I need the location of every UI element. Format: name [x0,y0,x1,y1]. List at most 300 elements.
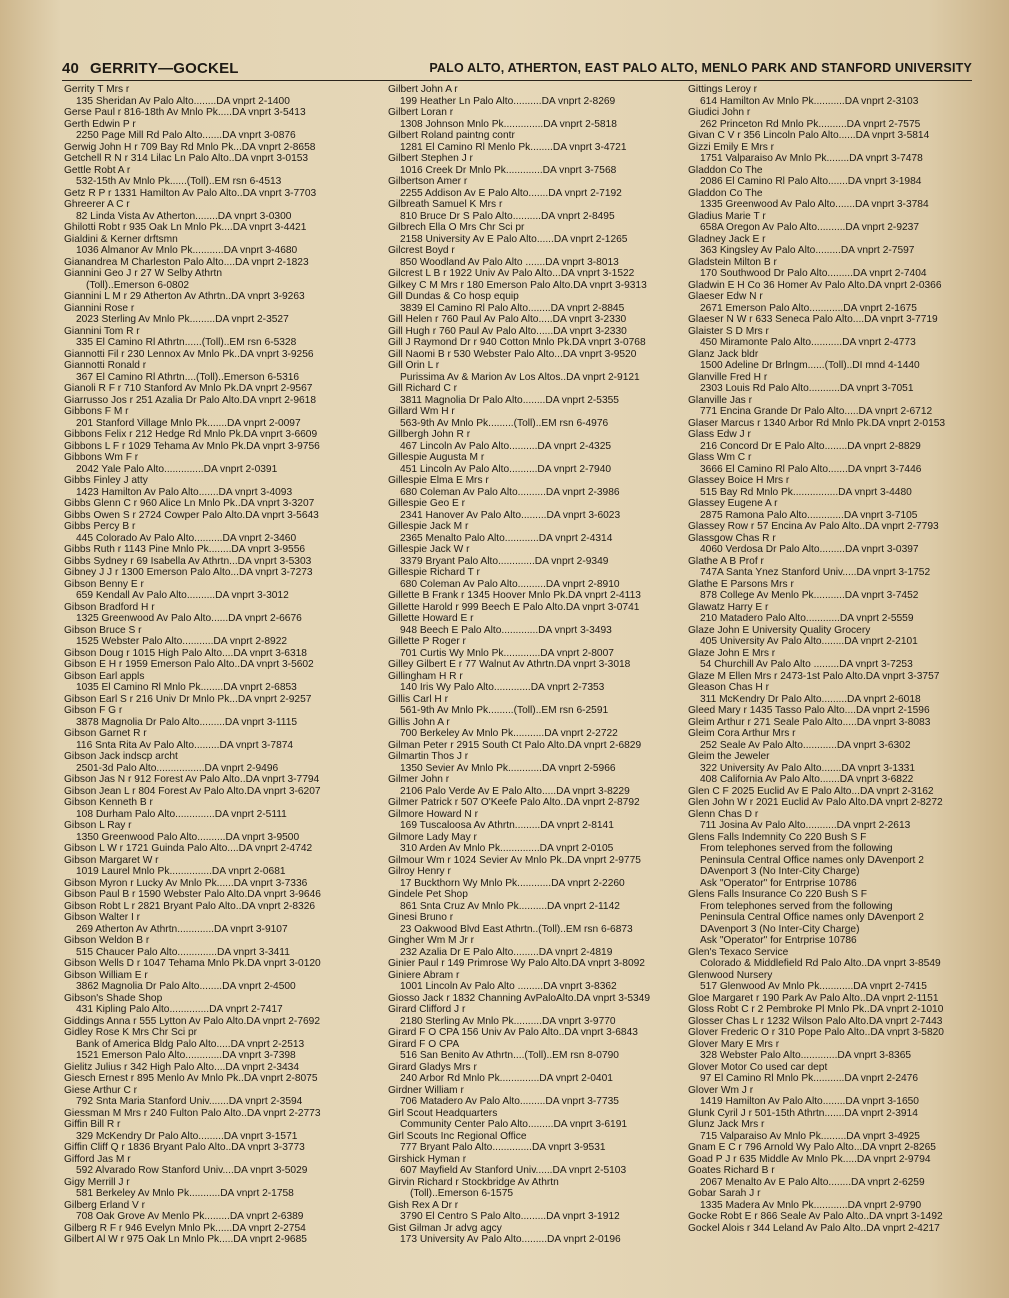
listing-name-line: Glenn Chas D r [688,808,759,820]
listing-name-line: Giarrusso Jos r 251 Azalia Dr Palo Alto.DA vnprt 2-9618 [64,394,316,406]
listing-detail-line: 2671 Emerson Palo Alto............DA vnprt 2-1675 [700,302,917,314]
listing-name-line: Girl Scout Headquarters [388,1107,498,1119]
listing-name-line: Giffin Cliff Q r 1836 Bryant Palo Alto..DA vnprt 3-3773 [64,1142,305,1153]
listing-detail-line: 1350 Greenwood Palo Alto..........DA vnprt 3-9500 [76,831,300,843]
listing-name-line: Ghreerer A C r [64,199,130,210]
listing-name-line: Girl Scouts Inc Regional Office [388,1130,527,1142]
listing-detail-line: 878 College Av Menlo Pk...........DA vnprt 3-7452 [700,590,919,601]
listing-detail-line: 1419 Hamilton Av Palo Alto........DA vnprt 3-1650 [700,1096,919,1107]
listing-detail-line: 607 Mayfield Av Stanford Univ......DA vnprt 2-5103 [400,1165,627,1176]
listing-detail-line: 561-9th Av Mnlo Pk.........(Toll)..EM rsn 6-2591 [400,705,609,716]
listing-name-line: Gibbons Felix r 212 Hedge Rd Mnlo Pk.DA vnprt 3-6609 [64,429,318,440]
listing-name-line: Gilberg R F r 946 Evelyn Mnlo Pk......DA vnprt 2-2754 [64,1222,306,1234]
listing-name-line: Girard F O CPA [388,1038,460,1050]
listing-detail-line: 269 Atherton Av Athrtn.............DA vnprt 3-9107 [76,923,288,935]
listing-name-line: Gillespie Jack M r [388,521,469,532]
listing-name-line: Glover Frederic O r 310 Pope Palo Alto..DA vnprt 3-5820 [688,1027,944,1038]
listing-detail-line: 701 Curtis Wy Mnlo Pk.............DA vnprt 2-8007 [400,647,614,659]
listing-detail-line: 467 Lincoln Av Palo Alto..........DA vnprt 2-4325 [400,440,612,452]
listing-name-line: Gibson Robt L r 2821 Bryant Palo Alto..DA vnprt 2-8326 [64,900,316,912]
listing-detail-line: 706 Matadero Av Palo Alto.........DA vnprt 3-7735 [400,1096,619,1107]
listing-detail-line: 329 McKendry Dr Palo Alto.........DA vnprt 3-1571 [76,1130,298,1142]
listing-name-line: Gilmore Lady May r [388,831,477,843]
listing-detail-line: 850 Woodland Av Palo Alto .......DA vnprt 3-8013 [400,256,619,268]
listing-name-line: Gibson Weldon B r [64,935,150,946]
listing-detail-line: 581 Berkeley Av Mnlo Pk...........DA vnprt 2-1758 [76,1188,294,1199]
listing-name-line: Glens Falls Indemnity Co 220 Bush S F [688,831,867,843]
listing-name-line: Gocke Robt E r 866 Seale Av Palo Alto..DA vnprt 3-1492 [688,1211,943,1222]
listing-detail-line: 3666 El Camino Rl Palo Alto.......DA vnprt 3-7446 [700,463,922,475]
listing-name-line: Gladdon Co The [688,164,763,176]
listing-detail-line: 17 Buckthorn Wy Mnlo Pk............DA vnprt 2-2260 [400,877,625,889]
listing-detail-line: 1016 Creek Dr Mnlo Pk.............DA vnprt 3-7568 [400,164,617,176]
listing-name-line: Gibbs Ruth r 1143 Pine Mnlo Pk........DA vnprt 3-9556 [64,544,306,555]
listing-name-line: Giannini L M r 29 Atherton Av Athrtn..DA vnprt 3-9263 [64,291,305,302]
listing-name-line: Gill Dundas & Co hosp equip [388,291,519,302]
header-name-range: GERRITY—GOCKEL [90,60,239,77]
listing-name-line: Gilbert Roland paintng contr [388,130,515,141]
listing-name-line: Gillespie Richard T r [388,567,480,578]
listing-detail-line: 700 Berkeley Av Mnlo Pk...........DA vnprt 2-2722 [400,728,618,739]
listing-detail-line: 116 Snta Rita Av Palo Alto.........DA vnprt 3-7874 [76,739,294,751]
listing-name-line: Gill Orin L r [388,360,440,371]
listing-name-line: Gibbons L F r 1029 Tehama Av Mnlo Pk.DA vnprt 3-9756 [64,440,320,452]
listing-name-line: Gobar Sarah J r [688,1188,761,1199]
listing-detail-line: 201 Stanford Village Mnlo Pk.......DA vnprt 2-0097 [76,417,301,429]
listing-detail-line: 216 Concord Dr E Palo Alto........DA vnprt 2-8829 [700,440,921,452]
listing-name-line: Glen C F 2025 Euclid Av E Palo Alto...DA vnprt 2-3162 [688,785,934,797]
listing-name-line: Gilbert Loran r [388,107,454,118]
listing-name-line: Gerrity T Mrs r [64,84,130,95]
listing-name-line: Gilkey C M Mrs r 180 Emerson Palo Alto.DA vnprt 3-9313 [388,279,647,291]
listing-name-line: Gillard Wm H r [388,406,455,417]
listing-name-line: Glunk Cyril J r 501-15th Athrtn.......DA vnprt 2-3914 [688,1107,918,1119]
listing-name-line: Gilley Gilbert E r 77 Walnut Av Athrtn.DA vnprt 3-3018 [388,659,631,670]
listing-name-line: Glass Wm C r [688,452,752,463]
listing-name-line: Giddings Anna r 555 Lytton Av Palo Alto.DA vnprt 2-7692 [64,1015,320,1027]
listing-name-line: Glaeser N W r 633 Seneca Palo Alto....DA vnprt 3-7719 [688,314,938,325]
listing-name-line: Gibson L W r 1721 Guinda Palo Alto....DA vnprt 2-4742 [64,843,313,854]
listing-name-line: Gilbert Stephen J r [388,153,473,164]
listing-name-line: Giesch Ernest r 895 Menlo Av Mnlo Pk..DA vnprt 2-8075 [64,1073,318,1084]
header-region: PALO ALTO, ATHERTON, EAST PALO ALTO, MENLO PARK AND STANFORD UNIVERSITY [429,61,972,75]
listing-detail-line: 708 Oak Grove Av Menlo Pk.........DA vnprt 2-6389 [76,1211,304,1222]
listing-name-line: Glover Wm J r [688,1084,754,1096]
listing-name-line: Getchell R N r 314 Lilac Ln Palo Alto..DA vnprt 3-0153 [64,153,309,164]
listing-name-line: Giosso Jack r 1832 Channing AvPaloAlto.DA vnprt 3-5349 [388,992,651,1004]
listing-detail-line: 810 Bruce Dr S Palo Alto..........DA vnprt 2-8495 [400,210,615,222]
listing-detail-line: 563-9th Av Mnlo Pk.........(Toll)..EM rsn 6-4976 [400,417,609,429]
listing-name-line: Gloss Robt C r 2 Pembroke Pl Mnlo Pk..DA vnprt 2-1010 [688,1004,944,1015]
listing-name-line: Giannini Tom R r [64,325,140,337]
listing-name-line: Glaeser Edw N r [688,291,763,302]
listing-name-line: Girvin Richard r Stockbridge Av Athrtn [388,1176,559,1188]
listing-name-line: Gilbert John A r [388,84,458,95]
listing-name-line: Gibbs Finley J atty [64,475,148,486]
listing-name-line: Goad P J r 635 Middle Av Mnlo Pk.....DA vnprt 2-9794 [688,1153,931,1165]
listing-detail-line: 262 Princeton Rd Mnlo Pk..........DA vnprt 2-7575 [700,118,921,130]
listing-detail-line: Community Center Palo Alto.........DA vnprt 3-6191 [400,1119,628,1130]
listing-detail-line: 1521 Emerson Palo Alto.............DA vnprt 3-7398 [76,1050,296,1061]
listing-detail-line: 3379 Bryant Palo Alto.............DA vnprt 2-9349 [400,555,609,567]
listing-detail-line: 1308 Johnson Mnlo Pk..............DA vnprt 2-5818 [400,118,617,130]
listing-name-line: Glaze M Ellen Mrs r 2473-1st Palo Alto.DA vnprt 3-3757 [688,670,940,682]
listing-detail-line: 1035 El Camino Rl Mnlo Pk........DA vnprt 2-6853 [76,682,297,693]
listing-name-line: Gianoli R F r 710 Stanford Av Mnlo Pk.DA vnprt 2-9567 [64,383,313,394]
listing-name-line: Gilroy Henry r [388,866,451,877]
listing-name-line: Gilmore Howard N r [388,808,479,820]
listing-detail-line: 516 San Benito Av Athrtn....(Toll)..EM rsn 8-0790 [400,1050,619,1061]
listing-name-line: Gill J Raymond Dr r 940 Cotton Mnlo Pk.DA vnprt 3-0768 [388,337,646,348]
listing-detail-line: 451 Lincoln Av Palo Alto..........DA vnprt 2-7940 [400,463,612,475]
listing-name-line: Gibbs Owen S r 2724 Cowper Palo Alto.DA vnprt 3-5643 [64,509,319,521]
listing-name-line: Gibbs Glenn C r 960 Alice Ln Mnlo Pk..DA vnprt 3-3207 [64,498,315,509]
listing-name-line: Gingher Wm M Jr r [388,935,475,946]
listing-name-line: Gleason Chas H r [688,682,769,693]
header-rule [62,80,972,81]
listing-detail-line: 948 Beech E Palo Alto.............DA vnprt 3-3493 [400,624,612,636]
listing-name-line: Gleim Arthur r 271 Seale Palo Alto.....DA vnprt 3-8083 [688,716,931,728]
listing-name-line: Getz R P r 1331 Hamilton Av Palo Alto..DA vnprt 3-7703 [64,187,317,199]
listing-name-line: Gibson Doug r 1015 High Palo Alto....DA vnprt 3-6318 [64,647,307,659]
listing-detail-line: 792 Snta Maria Stanford Univ.......DA vnprt 2-3594 [76,1096,303,1107]
listing-name-line: Gleim Cora Arthur Mrs r [688,728,796,739]
listing-name-line: Gizzi Emily E Mrs r [688,141,775,153]
listing-detail-line: (Toll)..Emerson 6-0802 [86,279,190,291]
listing-name-line: Gerse Paul r 816-18th Av Mnlo Pk.....DA vnprt 3-5413 [64,107,306,118]
listing-name-line: Gibney J J r 1300 Emerson Palo Alto...DA vnprt 3-7273 [64,567,313,578]
listing-detail-line: 252 Seale Av Palo Alto............DA vnprt 3-6302 [700,739,911,751]
listing-name-line: Gibson F G r [64,705,123,716]
listing-name-line: Gibson Benny E r [64,578,144,590]
listing-detail-line: 232 Azalia Dr E Palo Alto.........DA vnprt 2-4819 [400,946,613,958]
listing-name-line: Gill Hugh r 760 Paul Av Palo Alto......DA vnprt 3-2330 [388,325,627,337]
listing-name-line: Glanville Fred H r [688,371,768,383]
listing-detail-line: 240 Arbor Rd Mnlo Pk..............DA vnprt 2-0401 [400,1073,613,1084]
listing-name-line: Gillette B Frank r 1345 Hoover Mnlo Pk.DA vnprt 2-4113 [388,590,641,601]
listing-name-line: Giannini Rose r [64,302,135,314]
listing-name-line: Gibson L Ray r [64,820,132,831]
listing-detail-line: 328 Webster Palo Alto.............DA vnprt 3-8365 [700,1050,912,1061]
listing-name-line: Girshick Hyman r [388,1153,467,1165]
listing-name-line: Glover Mary E Mrs r [688,1038,780,1050]
listing-name-line: Giessman M Mrs r 240 Fulton Palo Alto..DA vnprt 2-2773 [64,1107,321,1119]
listing-column-2 [388,84,666,1269]
listing-name-line: Gibson William E r [64,969,148,981]
listing-name-line: Glen John W r 2021 Euclid Av Palo Alto.DA vnprt 2-8272 [688,797,943,808]
listing-detail-line: (Toll)..Emerson 6-1575 [410,1188,514,1199]
listing-name-line: Girard Clifford J r [388,1004,466,1015]
listing-name-line: Glaser Marcus r 1340 Arbor Rd Mnlo Pk.DA vnprt 2-0153 [688,417,946,429]
listing-detail-line: 1350 Sevier Av Mnlo Pk............DA vnprt 2-5966 [400,762,616,774]
listing-detail-line: 108 Durham Palo Alto..............DA vnprt 2-5111 [76,808,287,820]
listing-name-line: Gigy Merrill J r [64,1176,130,1188]
listing-name-line: Gialdini & Kerner drftsmn [64,233,178,245]
listing-name-line: Gladney Jack E r [688,233,766,245]
listing-name-line: Gill Naomi B r 530 Webster Palo Alto...DA vnprt 3-9520 [388,348,637,360]
listing-name-line: Gillette P Roger r [388,636,466,647]
listing-name-line: Glaze John E Mrs r [688,647,776,659]
listing-name-line: Glassey Row r 57 Encina Av Palo Alto..DA vnprt 2-7793 [688,521,939,532]
listing-detail-line: 2023 Sterling Av Mnlo Pk.........DA vnprt 2-3527 [76,314,289,325]
listing-detail-line: 450 Miramonte Palo Alto...........DA vnprt 2-4773 [700,337,916,348]
listing-detail-line: 140 Iris Wy Palo Alto.............DA vnprt 2-7353 [400,682,605,693]
listing-name-line: Giannotti Fil r 230 Lennox Av Mnlo Pk..DA vnprt 3-9256 [64,348,314,360]
listing-name-line: Gilmour Wm r 1024 Sevier Av Mnlo Pk..DA vnprt 2-9775 [388,854,641,866]
listing-detail-line: 1423 Hamilton Av Palo Alto.......DA vnprt 3-4093 [76,486,293,498]
listing-detail-line: 771 Encina Grande Dr Palo Alto.....DA vnprt 2-6712 [700,406,933,417]
listing-name-line: Glanz Jack bldr [688,348,759,360]
listing-detail-line: 1335 Madera Av Mnlo Pk............DA vnprt 2-9790 [700,1199,922,1211]
listing-name-line: Gittings Leroy r [688,84,758,95]
listing-detail-line: 135 Sheridan Av Palo Alto........DA vnprt 2-1400 [76,95,290,107]
listing-name-line: Glass Edw J r [688,429,751,440]
page-header [62,60,972,80]
listing-detail-line: 2341 Hanover Av Palo Alto.........DA vnprt 3-6023 [400,509,621,521]
listing-name-line: Gillis Carl H r [388,693,448,705]
listing-name-line: Gilmer John r [388,774,450,785]
listing-detail-line: 2250 Page Mill Rd Palo Alto.......DA vnprt 3-0876 [76,130,296,141]
listing-detail-line: Ask "Operator" for Entrprise 10786 [700,877,857,889]
listing-detail-line: 445 Colorado Av Palo Alto..........DA vnprt 2-3460 [76,532,297,544]
listing-detail-line: 311 McKendry Dr Palo Alto.........DA vnprt 2-6018 [700,693,921,705]
listing-name-line: Giudici John r [688,107,751,118]
listing-name-line: Ghilotti Robt r 935 Oak Ln Mnlo Pk....DA vnprt 3-4421 [64,222,307,233]
listing-name-line: Gill Richard C r [388,383,458,394]
listing-detail-line: 680 Coleman Av Palo Alto..........DA vnprt 2-8910 [400,578,620,590]
listing-name-line: Gibbons F M r [64,406,129,417]
listing-name-line: Giese Arthur C r [64,1084,138,1096]
listing-name-line: Gibson Margaret W r [64,854,159,866]
listing-detail-line: 3839 El Camino Rl Palo Alto........DA vnprt 2-8845 [400,302,625,314]
listing-detail-line: 1335 Greenwood Av Palo Alto.......DA vnprt 3-3784 [700,199,929,210]
listing-name-line: Gillette Howard E r [388,613,474,624]
listing-detail-line: 2501-3d Palo Alto.................DA vnprt 2-9496 [76,762,279,774]
listing-name-line: Girard F O CPA 156 Univ Av Palo Alto..DA vnprt 3-6843 [388,1027,638,1038]
listing-name-line: Glen's Texaco Service [688,946,789,958]
page-number: 40 [62,60,80,77]
listing-name-line: Glassey Boice H Mrs r [688,475,790,486]
listing-name-line: Glover Motor Co used car dept [688,1061,828,1073]
listing-detail-line: Bank of America Bldg Palo Alto.....DA vnprt 2-2513 [76,1038,305,1050]
listing-detail-line: 2067 Menalto Av E Palo Alto........DA vnprt 2-6259 [700,1176,925,1188]
listing-name-line: Gifford Jas M r [64,1153,131,1165]
listing-detail-line: 861 Snta Cruz Av Mnlo Pk..........DA vnprt 2-1142 [400,900,620,912]
listing-name-line: Gibson Jack indscp archt [64,751,178,762]
listing-column-1 [64,84,342,1269]
listing-detail-line: 23 Oakwood Blvd East Athrtn..(Toll)..EM rsn 6-6873 [400,923,633,935]
listing-name-line: Gibson Walter I r [64,912,141,923]
listing-name-line: Gibson Paul B r 1590 Webster Palo Alto.DA vnprt 3-9646 [64,889,321,900]
listing-name-line: Glanville Jas r [688,394,752,406]
listing-name-line: Giniere Abram r [388,969,460,981]
listing-detail-line: 517 Glenwood Av Mnlo Pk............DA vnprt 2-7415 [700,981,927,992]
listing-name-line: Gish Rex A Dr r [388,1199,459,1211]
listing-detail-line: 658A Oregon Av Palo Alto..........DA vnprt 2-9237 [700,222,919,233]
listing-detail-line: 777 Bryant Palo Alto..............DA vnprt 3-9531 [400,1142,606,1153]
listing-detail-line: 1281 El Camino Rl Menlo Pk........DA vnprt 3-4721 [400,141,627,153]
listing-detail-line: 1325 Greenwood Av Palo Alto......DA vnprt 2-6676 [76,613,302,624]
listing-detail-line: 2303 Louis Rd Palo Alto...........DA vnprt 3-7051 [700,383,914,394]
listing-name-line: Gerwig John H r 709 Bay Rd Mnlo Pk...DA vnprt 2-8658 [64,141,316,153]
listing-name-line: Ginesi Bruno r [388,912,454,923]
listing-detail-line: DAvenport 3 (No Inter-City Charge) [700,866,860,877]
listing-detail-line: 747A Santa Ynez Stanford Univ.....DA vnprt 3-1752 [700,567,931,578]
listing-detail-line: 82 Linda Vista Av Atherton........DA vnprt 3-0300 [76,210,292,222]
listing-name-line: Gill Helen r 760 Paul Av Palo Alto.....DA vnprt 3-2330 [388,314,627,325]
listing-name-line: Gladdon Co The [688,187,763,199]
listing-detail-line: 54 Churchill Av Palo Alto .........DA vnprt 3-7253 [700,659,913,670]
listing-name-line: Gettle Robt A r [64,164,131,176]
listing-name-line: Gloe Margaret r 190 Park Av Palo Alto..DA vnprt 2-1151 [688,992,939,1004]
listing-name-line: Gockel Alois r 344 Leland Av Palo Alto..DA vnprt 2-4217 [688,1222,940,1234]
listing-name-line: Gilmartin Thos J r [388,751,469,762]
listing-name-line: Gibson Myron r Lucky Av Mnlo Pk......DA vnprt 3-7336 [64,877,308,889]
listing-detail-line: Peninsula Central Office names only DAvenport 2 [700,912,924,923]
listing-name-line: Gladwin E H Co 36 Homer Av Palo Alto.DA vnprt 2-0366 [688,279,942,291]
listing-name-line: Glunz Jack Mrs r [688,1119,765,1130]
listing-name-line: Gleed Mary r 1435 Tasso Palo Alto....DA vnprt 2-1596 [688,705,930,716]
listing-name-line: Girdner William r [388,1084,464,1096]
listing-name-line: Glaister S D Mrs r [688,325,769,337]
listing-name-line: Gilbreath Samuel K Mrs r [388,199,503,210]
listing-detail-line: 210 Matadero Palo Alto............DA vnprt 2-5559 [700,613,914,624]
listing-name-line: Gillespie Jack W r [388,544,470,555]
listing-detail-line: Ask "Operator" for Entrprise 10786 [700,935,857,946]
listing-name-line: Givan C V r 356 Lincoln Palo Alto......DA vnprt 3-5814 [688,130,930,141]
listing-detail-line: 715 Valparaiso Av Mnlo Pk.........DA vnprt 3-4925 [700,1130,920,1142]
listing-name-line: Gist Gilman Jr advg agcy [388,1222,502,1234]
listing-name-line: Gibson Bradford H r [64,601,155,613]
listing-detail-line: 2365 Menalto Palo Alto............DA vnprt 2-4314 [400,532,613,544]
listing-name-line: Gilcrest Boyd r [388,245,455,256]
listing-detail-line: 1500 Adeline Dr Brlngm......(Toll)..DI mnd 4-1440 [700,360,920,371]
listing-detail-line: 515 Bay Rd Mnlo Pk................DA vnprt 3-4480 [700,486,912,498]
listing-detail-line: 2180 Sterling Av Mnlo Pk..........DA vnprt 3-9770 [400,1015,616,1027]
listing-detail-line: 169 Tuscaloosa Av Athrtn.........DA vnprt 2-8141 [400,820,614,831]
listing-detail-line: 2106 Palo Verde Av E Palo Alto.....DA vnprt 3-8229 [400,785,630,797]
listing-detail-line: 1001 Lincoln Av Palo Alto .........DA vnprt 3-8362 [400,981,617,992]
listing-detail-line: 680 Coleman Av Palo Alto..........DA vnprt 2-3986 [400,486,620,498]
listing-name-line: Gibson Kenneth B r [64,797,153,808]
listing-detail-line: 2086 El Camino Rl Palo Alto.......DA vnprt 3-1984 [700,176,922,187]
listing-detail-line: Peninsula Central Office names only DAvenport 2 [700,854,924,866]
listing-name-line: Gillis John A r [388,716,450,728]
listing-name-line: Gibson Earl appls [64,670,145,682]
listing-detail-line: 1036 Almanor Av Mnlo Pk...........DA vnprt 3-4680 [76,245,298,256]
listing-detail-line: Purissima Av & Marion Av Los Altos..DA vnprt 2-9121 [400,371,640,383]
listing-detail-line: 310 Arden Av Mnlo Pk..............DA vnprt 2-0105 [400,843,614,854]
listing-detail-line: 405 University Av Palo Alto........DA vnprt 2-2101 [700,636,918,647]
listing-detail-line: 335 El Camino Rl Athrtn......(Toll)..EM rsn 6-5328 [76,337,297,348]
listing-detail-line: 1525 Webster Palo Alto...........DA vnprt 2-8922 [76,636,288,647]
listing-name-line: Gnam E C r 796 Arnold Wy Palo Alto...DA vnprt 2-8265 [688,1142,936,1153]
listing-detail-line: 4060 Verdosa Dr Palo Alto.........DA vnprt 3-0397 [700,544,919,555]
listing-name-line: Gibbons Wm F r [64,452,139,463]
listing-name-line: Glassgow Chas R r [688,532,776,544]
listing-name-line: Giannotti Ronald r [64,360,147,371]
listing-name-line: Gilmer Patrick r 507 O'Keefe Palo Alto..DA vnprt 2-8792 [388,797,640,808]
listing-detail-line: 711 Josina Av Palo Alto...........DA vnprt 2-2613 [700,820,911,831]
listing-name-line: Gielitz Julius r 342 High Palo Alto....DA vnprt 2-3434 [64,1061,299,1073]
listing-detail-line: 1019 Laurel Mnlo Pk...............DA vnprt 2-0681 [76,866,286,877]
listing-name-line: Gibson's Shade Shop [64,992,163,1004]
listing-name-line: Gindele Pet Shop [388,889,468,900]
listing-detail-line: 3878 Magnolia Dr Palo Alto.........DA vnprt 3-1115 [76,716,298,728]
listing-name-line: Gillespie Elma E Mrs r [388,475,489,486]
listing-name-line: Glosser Chas L r 1232 Wilson Palo Alto.DA vnprt 2-7443 [688,1015,943,1027]
listing-name-line: Ginier Paul r 149 Primrose Wy Palo Alto.DA vnprt 3-8092 [388,958,645,969]
listing-name-line: Gibson E H r 1959 Emerson Palo Alto..DA vnprt 3-5602 [64,659,314,670]
listing-name-line: Glawatz Harry E r [688,601,769,613]
listing-column-3 [688,84,984,1269]
listing-detail-line: 199 Heather Ln Palo Alto..........DA vnprt 2-8269 [400,95,616,107]
listing-detail-line: From telephones served from the following [700,900,893,912]
listing-detail-line: 431 Kipling Palo Alto..............DA vnprt 2-7417 [76,1004,283,1015]
listing-detail-line: 592 Alvarado Row Stanford Univ....DA vnprt 3-5029 [76,1165,308,1176]
listing-name-line: Gillette Harold r 999 Beech E Palo Alto.DA vnprt 3-0741 [388,601,640,613]
listing-name-line: Gillespie Geo E r [388,498,466,509]
listing-name-line: Gibson Garnet R r [64,728,147,739]
listing-detail-line: Colorado & Middlefield Rd Palo Alto..DA vnprt 3-8549 [700,958,941,969]
listing-name-line: Gilberg Erland V r [64,1199,145,1211]
listing-name-line: Gillespie Augusta M r [388,452,485,463]
listing-detail-line: 173 University Av Palo Alto.........DA vnprt 2-0196 [400,1234,621,1245]
listing-detail-line: 2875 Ramona Palo Alto.............DA vnprt 3-7105 [700,509,918,521]
listing-name-line: Glenwood Nursery [688,969,773,981]
listing-name-line: Gianandrea M Charleston Palo Alto....DA vnprt 2-1823 [64,256,309,268]
listing-detail-line: 515 Chaucer Palo Alto..............DA vnprt 3-3411 [76,946,290,958]
listing-name-line: Glathe E Parsons Mrs r [688,578,794,590]
listing-detail-line: 97 El Camino Rl Mnlo Pk...........DA vnprt 2-2476 [700,1073,918,1084]
listing-name-line: Glens Falls Insurance Co 220 Bush S F [688,889,867,900]
listing-detail-line: 3811 Magnolia Dr Palo Alto........DA vnprt 2-5355 [400,394,619,406]
listing-detail-line: 659 Kendall Av Palo Alto..........DA vnprt 3-3012 [76,590,289,601]
listing-name-line: Glathe A B Prof r [688,555,764,567]
listing-detail-line: 408 California Av Palo Alto.......DA vnprt 3-6822 [700,774,914,785]
listing-name-line: Glaze John E University Quality Grocery [688,624,871,636]
listing-detail-line: 2255 Addison Av E Palo Alto.......DA vnprt 2-7192 [400,187,622,199]
listing-name-line: Gilbrech Ella O Mrs Chr Sci pr [388,222,525,233]
listing-name-line: Gillingham H R r [388,670,463,682]
listing-detail-line: 3790 El Centro S Palo Alto.........DA vnprt 3-1912 [400,1211,620,1222]
listing-name-line: Gleim the Jeweler [688,751,770,762]
listing-name-line: Gilcrest L B r 1922 Univ Av Palo Alto...DA vnprt 3-1522 [388,268,635,279]
listing-name-line: Gibson Bruce S r [64,624,142,636]
listing-name-line: Gilbert Al W r 975 Oak Ln Mnlo Pk.....DA vnprt 2-9685 [64,1234,307,1245]
listing-name-line: Gerth Edwin P r [64,118,136,130]
listing-name-line: Gibson Wells D r 1047 Tehama Mnlo Pk.DA vnprt 3-0120 [64,958,321,969]
listing-detail-line: 367 El Camino Rl Athrtn....(Toll)..Emerson 6-5316 [76,371,300,383]
listing-name-line: Giffin Bill R r [64,1119,121,1130]
listing-name-line: Gibson Jas N r 912 Forest Av Palo Alto..DA vnprt 3-7794 [64,774,320,785]
listing-detail-line: 3862 Magnolia Dr Palo Alto........DA vnprt 2-4500 [76,981,296,992]
listing-name-line: Goates Richard B r [688,1165,775,1176]
listing-name-line: Gibson Earl S r 216 Univ Dr Mnlo Pk...DA vnprt 2-9257 [64,693,312,705]
listing-detail-line: 363 Kingsley Av Palo Alto.........DA vnprt 2-7597 [700,245,915,256]
listing-detail-line: 170 Southwood Dr Palo Alto.........DA vnprt 2-7404 [700,268,927,279]
listing-detail-line: From telephones served from the following [700,843,893,854]
listing-name-line: Gibson Jean L r 804 Forest Av Palo Alto.DA vnprt 3-6207 [64,785,321,797]
listing-detail-line: DAvenport 3 (No Inter-City Charge) [700,923,860,935]
listing-name-line: Girard Gladys Mrs r [388,1061,477,1073]
listing-name-line: Gladius Marie T r [688,210,766,222]
listing-name-line: Giannini Geo J r 27 W Selby Athrtn [64,268,222,279]
listing-detail-line: 1751 Valparaiso Av Mnlo Pk........DA vnprt 3-7478 [700,153,923,164]
listing-name-line: Gilman Peter r 2915 South Ct Palo Alto.DA vnprt 2-6829 [388,739,642,751]
listing-name-line: Gibbs Sydney r 69 Isabella Av Athrtn...DA vnprt 3-5303 [64,555,312,567]
listing-detail-line: 2042 Yale Palo Alto..............DA vnprt 2-0391 [76,463,278,475]
